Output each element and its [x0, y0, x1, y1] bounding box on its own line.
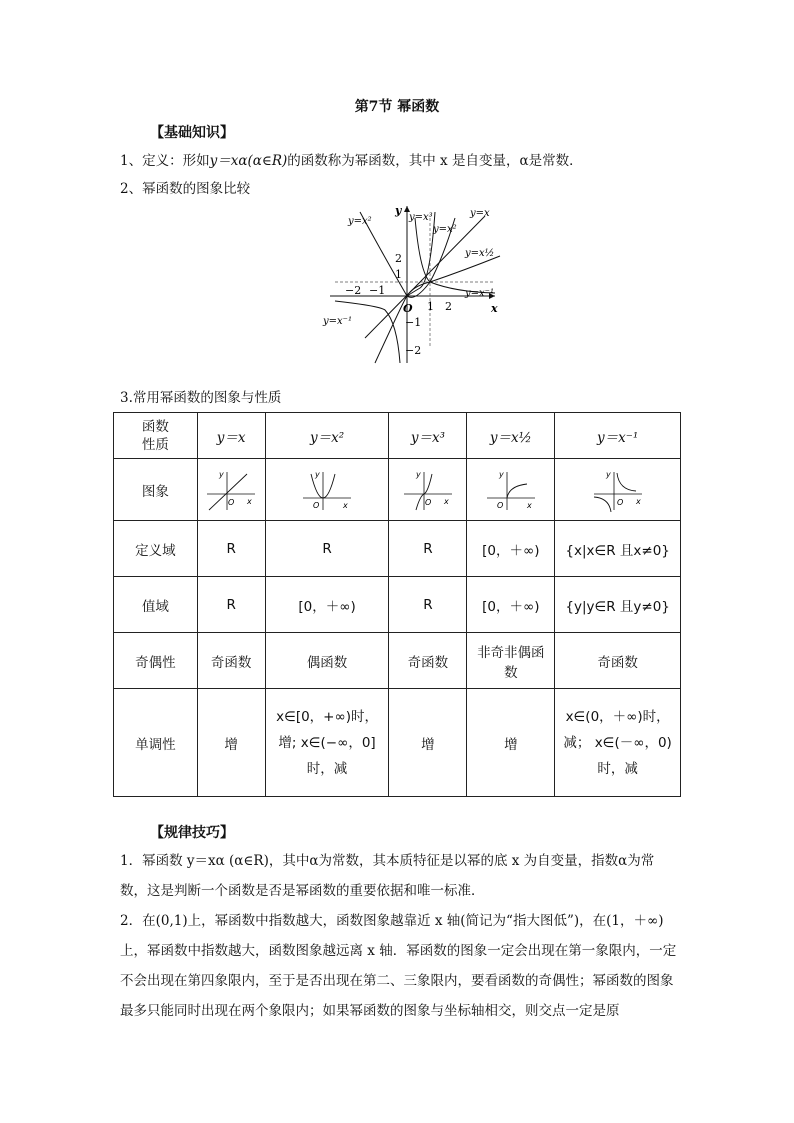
- graph-cell-1: [197, 459, 265, 521]
- label-y-inv-left: y=x⁻¹: [323, 316, 352, 327]
- svg-text:y: y: [219, 469, 224, 479]
- header-row: [114, 413, 681, 459]
- curve-y-x: [365, 216, 485, 338]
- svg-text:y: y: [415, 469, 421, 479]
- parity-4: 非奇非偶函数: [467, 633, 555, 689]
- definition-suffix: 的函数称为幂函数，其中 x 是自变量，α是常数．: [287, 153, 583, 169]
- tick-x-1: 1: [427, 300, 434, 313]
- svg-text:x: x: [443, 496, 449, 506]
- svg-text:x: x: [247, 496, 252, 506]
- row-graph: [114, 459, 681, 521]
- label-x-axis: x: [491, 302, 498, 315]
- mono-4: 增: [467, 689, 555, 797]
- label-y-x3: y=x³: [409, 212, 433, 223]
- mono-5: x∈(0，＋∞)时，减； x∈(－∞，0)时，减: [555, 689, 681, 797]
- mini-graph-y-x3: [400, 468, 456, 512]
- tick-y-2: 2: [395, 252, 402, 265]
- range-2: [0，＋∞): [265, 577, 389, 633]
- power-functions-graph: [315, 198, 515, 366]
- compare-caption: 2、幂函数的图象比较: [120, 181, 251, 197]
- row-monotonicity: [114, 689, 681, 797]
- corner-bottom: 性质: [141, 436, 169, 453]
- domain-4: [0，＋∞): [467, 521, 555, 577]
- range-1: R: [197, 577, 265, 633]
- mini-graph-y-x: [203, 468, 259, 512]
- tick-x-2: 2: [445, 300, 452, 313]
- graph-cell-3: [389, 459, 467, 521]
- svg-text:O: O: [313, 500, 320, 510]
- header-fn-1: y＝x: [197, 413, 265, 459]
- header-fn-3: y＝x³: [389, 413, 467, 459]
- label-y-sqrt: y=x½: [465, 248, 495, 259]
- row-range: [114, 577, 681, 633]
- label-y-x: y=x: [470, 208, 490, 219]
- page-title: 第7节 幂函数: [354, 99, 440, 115]
- label-y-x2-left: y=x²: [348, 216, 372, 227]
- parity-5: 奇函数: [555, 633, 681, 689]
- range-3: R: [389, 577, 467, 633]
- svg-text:y: y: [315, 469, 320, 479]
- parity-2: 偶函数: [265, 633, 389, 689]
- graph-cell-2: [265, 459, 389, 521]
- tick-x-neg2: −2: [345, 284, 362, 297]
- row-label-parity: 奇偶性: [114, 633, 198, 689]
- tick-y-neg2: −2: [405, 344, 422, 357]
- svg-text:O: O: [424, 497, 432, 507]
- row-label-range: 值域: [114, 577, 198, 633]
- label-y-axis: y: [395, 204, 402, 217]
- graph-cell-4: [467, 459, 555, 521]
- domain-5: {x|x∈R 且x≠0}: [555, 521, 681, 577]
- domain-2: R: [265, 521, 389, 577]
- range-5: {y|y∈R 且y≠0}: [555, 577, 681, 633]
- header-fn-4: y＝x½: [467, 413, 555, 459]
- rule-1: 1．幂函数 y＝xα (α∈R)，其中α为常数，其本质特征是以幂的底 x 为自变量，指数α为常数，这是判断一个函数是否是幂函数的重要依据和唯一标准．: [120, 853, 655, 899]
- tick-x-neg1: −1: [369, 284, 386, 297]
- rule-2: 2．在(0,1)上，幂函数中指数越大，函数图象越靠近 x 轴(简记为“指大图低”)，在(1，＋∞)上，幂函数中指数越大，函数图象越远离 x 轴．幂函数的图象一定会出现在第一象限内，一定不会出现在第四象限内，至于是否出现在第二、三象限内，要看函数的奇偶性；幂函数的图象最多只能同时出现在两个象限内；如果幂函数的图象与坐标轴相交，则交点一定是原: [120, 913, 677, 1019]
- definition-prefix: 1、定义：形如: [120, 153, 210, 169]
- graph-cell-5: [555, 459, 681, 521]
- parity-1: 奇函数: [197, 633, 265, 689]
- curve-y-inv-left: [335, 301, 400, 363]
- label-origin: O: [403, 302, 413, 315]
- mini-graph-y-x2: [299, 468, 355, 512]
- row-label-graph: 图象: [114, 459, 198, 521]
- range-4: [0，＋∞): [467, 577, 555, 633]
- label-y-inv-right: y=x⁻¹: [465, 288, 494, 299]
- properties-table: [113, 412, 681, 797]
- corner-top: 函数: [141, 418, 169, 435]
- mono-1: 增: [197, 689, 265, 797]
- definition-line: [120, 152, 583, 170]
- header-fn-2: y＝x²: [265, 413, 389, 459]
- tick-y-neg1: −1: [405, 316, 422, 329]
- mono-3: 增: [389, 689, 467, 797]
- domain-3: R: [389, 521, 467, 577]
- table-caption: 3.常用幂函数的图象与性质: [120, 390, 282, 406]
- svg-text:x: x: [635, 496, 641, 506]
- mono-2: x∈[0，+∞)时，增; x∈(−∞，0]时，减: [265, 689, 389, 797]
- svg-text:x: x: [343, 500, 348, 510]
- svg-text:O: O: [616, 497, 623, 507]
- svg-text:y: y: [498, 469, 504, 479]
- mini-graph-y-inv: [590, 468, 646, 512]
- svg-text:O: O: [496, 500, 504, 510]
- row-label-monotonicity: 单调性: [114, 689, 198, 797]
- header-fn-5: y＝x⁻¹: [555, 413, 681, 459]
- power-functions-svg: [315, 198, 515, 366]
- row-parity: [114, 633, 681, 689]
- label-y-x2-right: y=x²: [433, 224, 457, 235]
- definition-formula: y＝xα(α∈R): [209, 153, 288, 169]
- tick-y-1: 1: [395, 268, 402, 281]
- parity-3: 奇函数: [389, 633, 467, 689]
- row-label-domain: 定义域: [114, 521, 198, 577]
- corner-cell: [114, 413, 198, 459]
- mini-graph-y-sqrt: [483, 468, 539, 512]
- svg-text:O: O: [228, 497, 235, 507]
- section-header-basic: 【基础知识】: [150, 125, 234, 141]
- row-domain: [114, 521, 681, 577]
- domain-1: R: [197, 521, 265, 577]
- svg-text:x: x: [526, 500, 532, 510]
- svg-text:y: y: [605, 469, 611, 479]
- section-header-tips: 【规律技巧】: [150, 825, 234, 841]
